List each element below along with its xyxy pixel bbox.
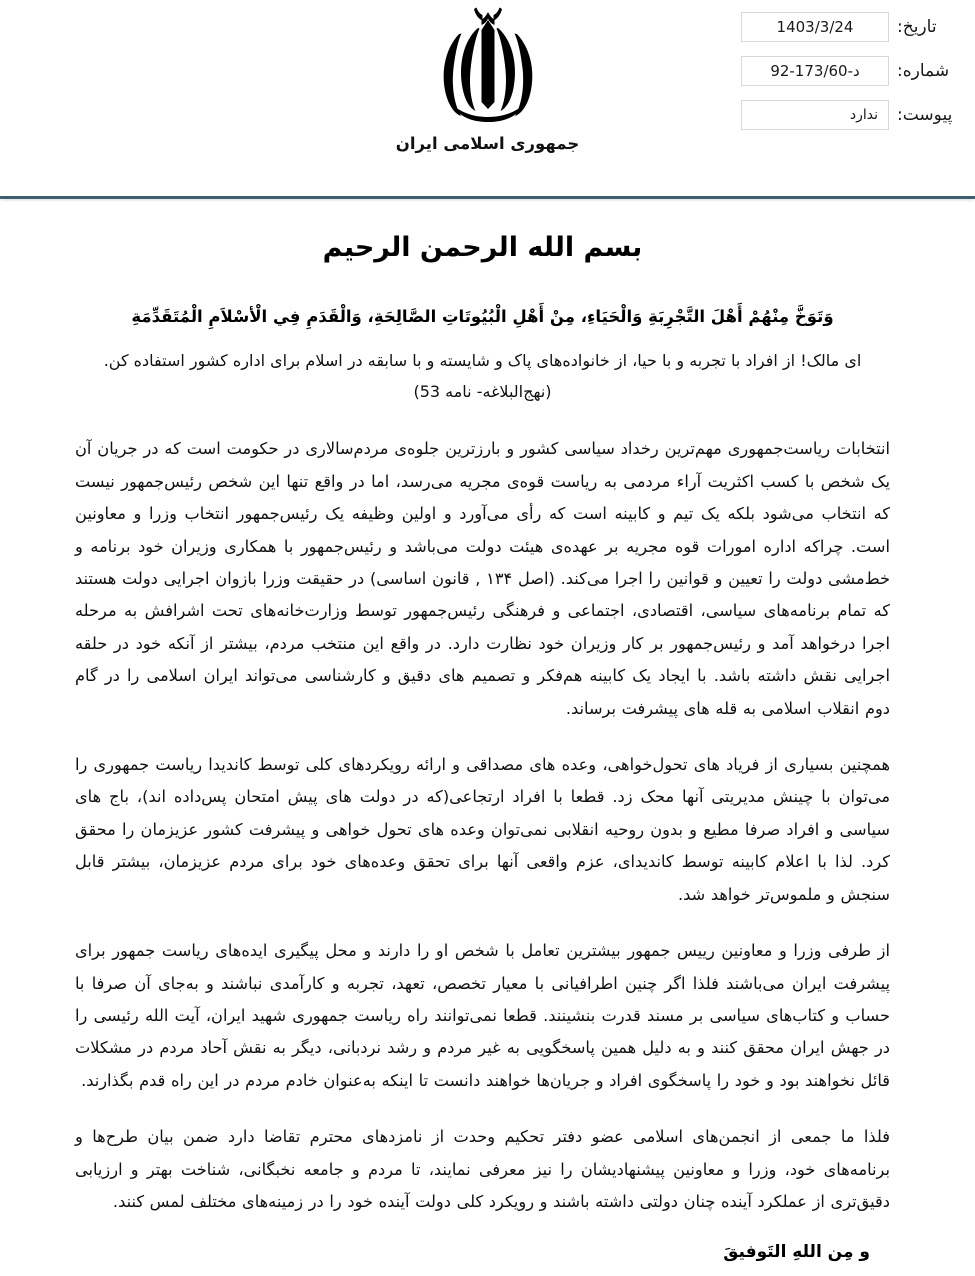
body-paragraph: از طرفی وزرا و معاونین رییس جمهور بیشترین تعامل با شخص او را دارند و محل پیگیری ایده‌های ریاست جمهور برای پیشرفت ایران می‌باشند فلذا اگر چنین اطرافیانی با معیار تخصص، تعهد، تجربه و کارآمدی نباشند و به‌جای آن صرفا با حساب و کتاب‌های سیاسی بر مسند قدرت بنشینند. قطعا نمی‌توانند راه ریاست جمهوری شهید ایران، آیت الله رئیسی را در جهش ایران محقق کنند و به دلیل همین پاسخگویی به غیر مردم و رشد نردبانی، دیگر به نقش آحاد مردم در مشکلات قائل نخواهند بود و خود را پاسخگوی افراد و جریان‌ها خواهند دانست تا اینکه به‌عنوان خادم مردم در این راه قدم بگذارند. [75,941,890,1090]
date-box [741,12,889,42]
letterhead [0,0,975,190]
header-divider [0,196,975,199]
emblem-block [358,6,618,153]
meta-row-date [715,8,975,46]
date-value: 1403/3/24 [776,18,854,36]
date-label: تاریخ: [897,17,937,37]
bismillah-heading: بسم الله الرحمن الرحیم [322,232,643,263]
meta-row-number [715,52,975,90]
body-paragraph: فلذا ما جمعی از انجمن‌های اسلامی عضو دفتر تحکیم وحدت از نامزدهای محترم تقاضا دارد ضمن بیان طرح‌ها و برنامه‌های خود، وزرا و معاونین پیشنهادیشان را نیز معرفی نمایند، تا مردم و جامعه نخبگانی، شناخت بهتر و ارزیابی دقیق‌تری از عملکرد آینده چنان دولتی داشته باشند و رویکرد کلی دولت آینده خود را در زمینه‌های مختلف لمس کنند. [75,1127,890,1211]
header-meta-block [715,8,975,140]
attachment-value: ندارد [849,107,878,123]
attachment-box [741,100,889,130]
number-label: شماره: [897,61,950,81]
hadith-persian-translation: ای مالک! از افراد با تجربه و با حیا، از خانواده‌های پاک و شایسته و با سابقه در اسلام برای اداره کشور استفاده کن.(نهج‌البلاغه- نامه 53) [103,351,862,402]
closing-formula: و مِن اللهِ التَوفیقَ [723,1242,870,1263]
body-paragraph: انتخابات ریاست‌جمهوری مهم‌ترین رخداد سیاسی کشور و بارزترین جلوه‌ی مردم‌سالاری در حکومت است که در جریان آن یک شخص با کسب اکثریت آراء مردمی به ریاست قوه‌ی مجریه می‌رسد، اما در واقع تنها این شخص رئیس‌جمهور نیست که انتخاب می‌شود بلکه یک تیم و کابینه است که رأی می‌آورد و اولین وظیفه یک رئیس‌جمهور انتخاب وزرا و معاونین است. چراکه اداره امورات قوه مجریه بر عهده‌ی هیئت دولت می‌باشد و رئیس‌جمهور با همکاری وزیران خود برنامه و خط‌مشی دولت را تعیین و قوانین را اجرا می‌کند. (اصل ۱۳۴ , قانون اساسی) در حقیقت وزرا بازوان اجرایی دولت هستند که تمام برنامه‌های سیاسی، اقتصادی، اجتماعی و فرهنگی رئیس‌جمهور توسط وزارت‌خانه‌های تحت اشرافش به مرحله اجرا درخواهد آمد و رئیس‌جمهور بر کار وزیران خود نظارت دارد. در واقع این منتخب مردم، بیشتر از آنکه خود در حلقه اجرایی نقش داشته باشد. با ایجاد یک کابینه هم‌فکر و تصمیم های دقیق و کارشناسی می‌تواند ایران اسلامی را در گام دوم انقلاب اسلامی به قله های پیشرفت برساند. [75,439,891,718]
number-box [741,56,889,86]
iran-emblem-icon [434,6,542,122]
document-body [0,210,975,1262]
body-paragraph: همچنین بسیاری از فریاد های تحول‌خواهی، وعده های مصداقی و ارائه رویکردهای کلی توسط کاندیدا ریاست جمهوری را می‌توان با چینش مدیریتی آنها محک زد. قطعا با افراد ارتجاعی(که در دولت های پیش امتحان پس‌داده اند)، باج های سیاسی و افراد صرفا مطیع و بدون روحیه انقلابی نمی‌توان وعده های تحول خواهی و پیشرفت کشور عزیزمان را محقق کرد. لذا با اعلام کابینه توسط کاندیدای، عزم واقعی آنها برای تحقق وعده‌های خود برای مردم عزیزمان، بیشتر قابل سنجش و ملموس‌تر خواهد شد. [75,755,890,904]
meta-row-attachment [715,96,975,134]
number-value: 92-173/60-د [770,62,860,80]
attachment-label: پیوست: [897,105,953,125]
hadith-arabic-text: وَتَوَخَّ مِنْهُمْ أَهْلَ التَّجْرِبَةِ وَالْحَیَاءِ، مِنْ أَهْلِ الْبُیُوتَاتِ الصَّالِحَةِ، وَالْقَدَمِ فِي الْأسْلاَمِ الْمُتَقَدِّمَةِ [131,307,834,326]
emblem-caption: جمهوری اسلامی ایران [395,134,580,153]
